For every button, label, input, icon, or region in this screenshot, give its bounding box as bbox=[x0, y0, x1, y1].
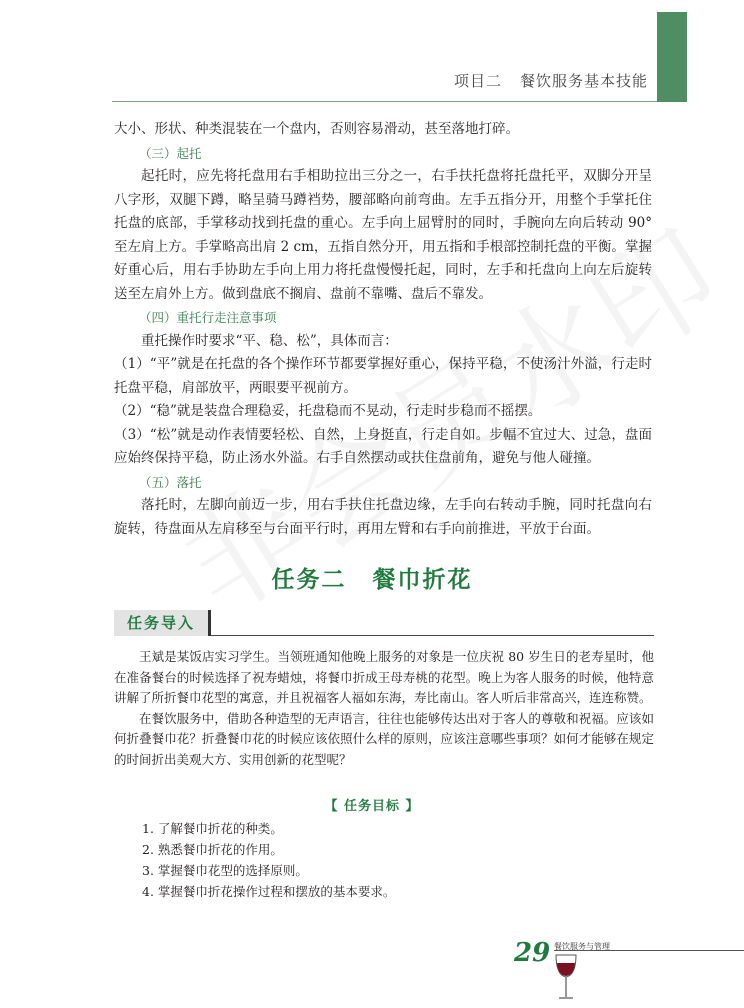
goals-list bbox=[142, 818, 622, 902]
body-paragraph: 大小、形状、种类混装在一个盘内，否则容易滑动，甚至落地打碎。 bbox=[114, 121, 519, 137]
intro-section bbox=[114, 647, 654, 770]
wine-glass-icon bbox=[553, 953, 579, 1003]
section-heading: （五）落托 bbox=[139, 474, 202, 490]
goal-item: 1. 了解餐巾折花的种类。 bbox=[142, 821, 283, 836]
intro-label: 任务导入 bbox=[114, 610, 211, 636]
body-paragraph: 起托时，应先将托盘用右手相助拉出三分之一，右手扶托盘将托盘托平，双脚分开呈八字形，双腿下蹲，略呈骑马蹲裆势，腰部略向前弯曲。左手五指分开，用整个手掌托住托盘的底部，手掌移动找到托盘的重心。左手向上屈臂肘的同时，手腕向左向后转动 90°至左肩上方。手掌略高出肩 2 cm，五指自然分开，用五指和手根部控制托盘的平衡。掌握好重心后，用右手协助左手向上用力将托盘慢慢托起，同时，左手和托盘向上向左后旋转送至左肩外上方。做到盘底不搁肩、盘前不靠嘴、盘后不靠发。 bbox=[114, 168, 652, 302]
footer-book-title: 餐饮服务与管理 bbox=[554, 942, 610, 951]
intro-divider bbox=[211, 635, 654, 636]
intro-paragraph: 王斌是某饭店实习学生。当领班通知他晚上服务的对象是一位庆祝 80 岁生日的老寿星时，他在准备餐台的时候选择了祝寿蜡烛，将餐巾折成王母寿桃的花型。晚上为客人服务的时候，他特意讲解了所折餐巾花型的寓意，并且祝福客人福如东海，寿比南山。客人听后非常高兴，连连称赞。 bbox=[114, 649, 654, 705]
footer-divider bbox=[554, 950, 744, 951]
body-paragraph: 重托操作时要求“平、稳、松”，具体而言： bbox=[141, 332, 398, 349]
task-title bbox=[0, 561, 744, 594]
intro-header bbox=[114, 610, 654, 640]
header-project-label: 项目二 bbox=[453, 72, 502, 90]
chapter-side-tab bbox=[657, 12, 687, 102]
goal-item: 3. 掌握餐巾花型的选择原则。 bbox=[142, 863, 308, 878]
section-heading: （四）重托行走注意事项 bbox=[139, 310, 277, 325]
task-name: 餐巾折花 bbox=[372, 567, 473, 593]
list-item: （1）“平”就是在托盘的各个操作环节都要掌握好重心，保持平稳，不使汤汁外溢，行走时托盘平稳，肩部放平，两眼要平视前方。 bbox=[114, 356, 652, 396]
list-item: （2）“稳”就是装盘合理稳妥，托盘稳而不晃动，行走时步稳而不摇摆。 bbox=[114, 403, 542, 419]
goals-heading: 【 任务目标 】 bbox=[324, 799, 420, 814]
goal-item: 2. 熟悉餐巾折花的作用。 bbox=[142, 842, 283, 857]
header-divider bbox=[112, 101, 657, 102]
header-chapter-title: 餐饮服务基本技能 bbox=[519, 72, 648, 90]
section-heading: （三）起托 bbox=[139, 145, 202, 161]
running-header bbox=[454, 70, 648, 91]
body-section bbox=[114, 118, 652, 541]
list-item: （3）“松”就是动作表情要轻松、自然，上身挺直，行走自如。步幅不宜过大、过急，盘面应始终保持平稳，防止汤水外溢。右手自然摆动或扶住盘前角，避免与他人碰撞。 bbox=[114, 426, 652, 466]
intro-paragraph: 在餐饮服务中，借助各种造型的无声语言，往往也能够传达出对于客人的尊敬和祝福。应该如何折叠餐巾花？折叠餐巾花的时候应该依照什么样的原则，应该注意哪些事项？如何才能够在规定的时间折出美观大方、实用创新的花型呢？ bbox=[114, 710, 654, 767]
body-paragraph: 落托时，左脚向前迈一步，用右手扶住托盘边缘，左手向右转动手腕，同时托盘向右旋转，待盘面从左肩移至与台面平行时，再用左臂和右手向前推进，平放于台面。 bbox=[114, 497, 652, 537]
goal-item: 4. 掌握餐巾折花操作过程和摆放的基本要求。 bbox=[142, 884, 396, 899]
page-number: 29 bbox=[514, 938, 551, 968]
task-number: 任务二 bbox=[271, 567, 347, 593]
